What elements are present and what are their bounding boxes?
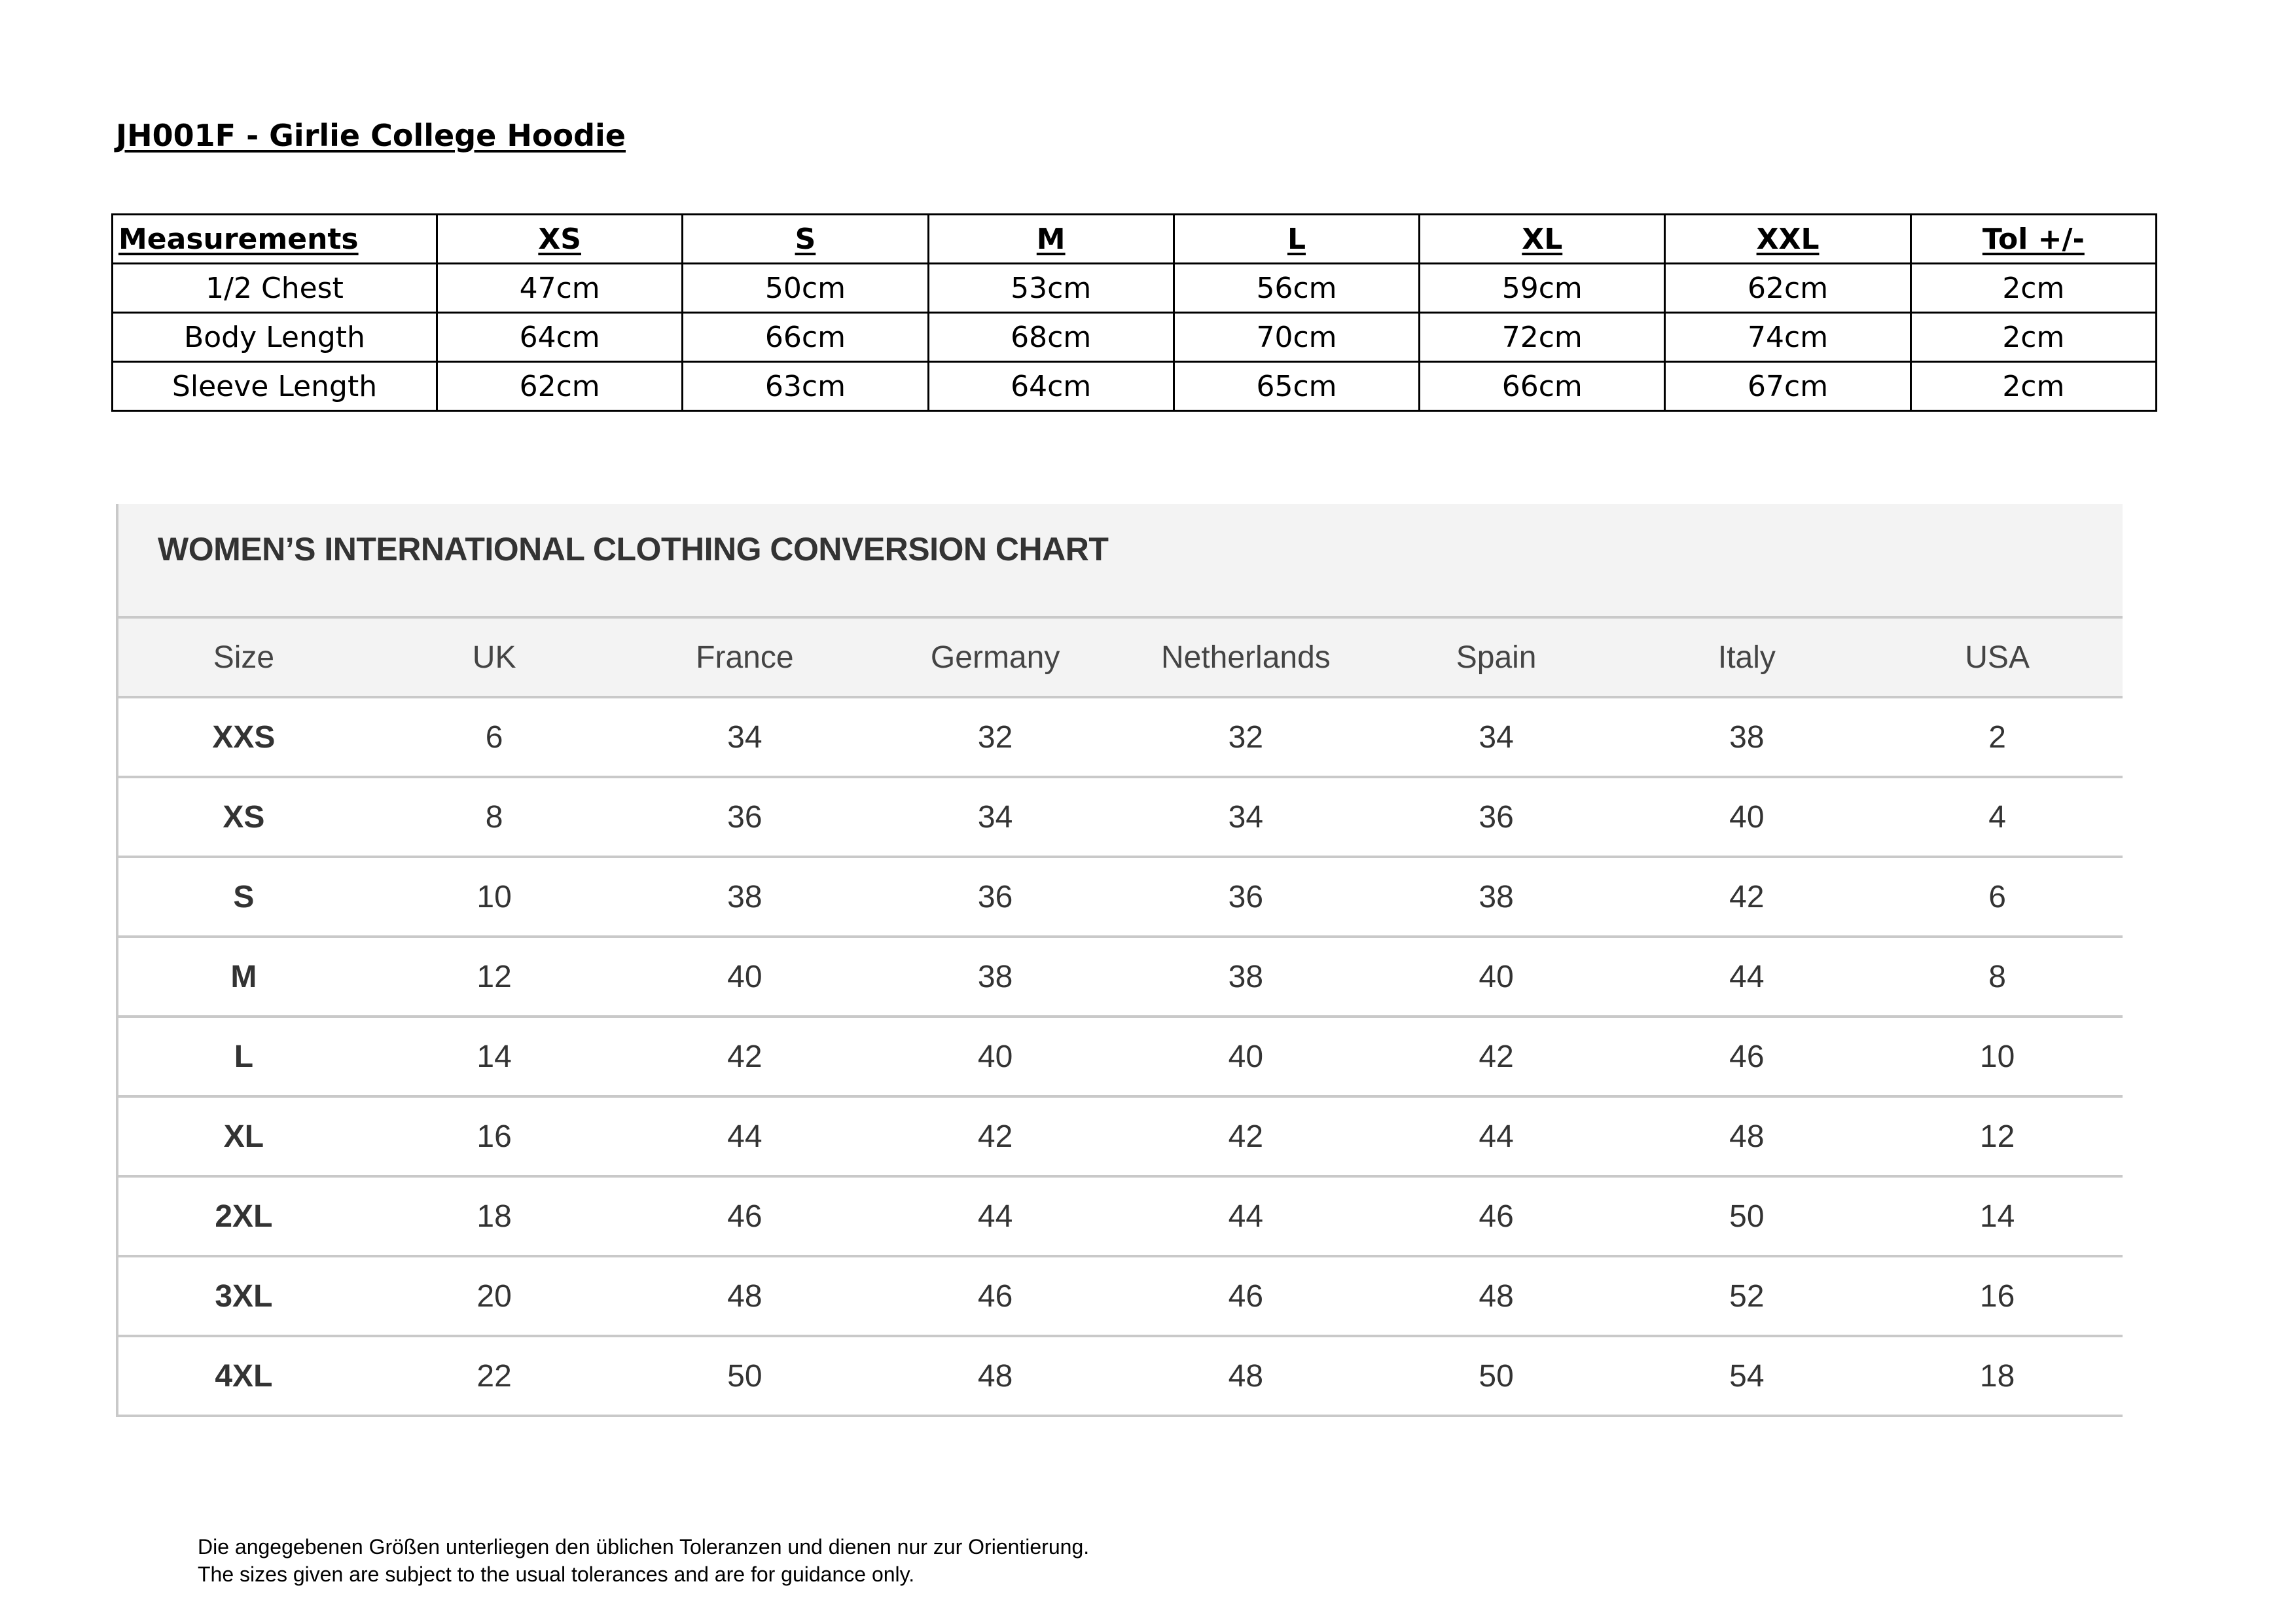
conversion-size-value: 12 [1872,1096,2123,1176]
conversion-size-value: 40 [1371,937,1622,1017]
conversion-size-label: XL [118,1096,369,1176]
measurements-table [111,213,2157,412]
conversion-row [118,777,2123,857]
tolerance-note [198,1533,1089,1588]
measurement-value: 66cm [683,313,928,362]
conversion-header-country: Netherlands [1121,619,1371,697]
measurement-value: 66cm [1420,362,1665,411]
measurements-header-size: XXL [1665,215,1910,264]
conversion-size-value: 44 [620,1096,870,1176]
measurement-value: 72cm [1420,313,1665,362]
conversion-header-country: France [620,619,870,697]
conversion-header-country: Spain [1371,619,1622,697]
conversion-row [118,857,2123,937]
conversion-size-value: 46 [620,1176,870,1256]
measurement-tolerance: 2cm [1910,264,2156,313]
measurement-value: 59cm [1420,264,1665,313]
measurement-value: 70cm [1174,313,1419,362]
conversion-size-label: L [118,1017,369,1096]
conversion-size-value: 42 [620,1017,870,1096]
conversion-size-value: 36 [1371,777,1622,857]
conversion-size-value: 4 [1872,777,2123,857]
conversion-size-value: 46 [1371,1176,1622,1256]
conversion-size-value: 46 [870,1256,1121,1336]
conversion-row [118,1336,2123,1415]
measurement-value: 65cm [1174,362,1419,411]
conversion-size-value: 16 [1872,1256,2123,1336]
conversion-size-value: 42 [1622,857,1873,937]
conversion-size-value: 12 [369,937,620,1017]
tolerance-note-english: The sizes given are subject to the usual tolerances and are for guidance only. [198,1562,915,1586]
conversion-size-label: S [118,857,369,937]
conversion-size-label: 4XL [215,1358,273,1394]
conversion-size-value: 8 [1872,937,2123,1017]
conversion-row [118,1017,2123,1096]
tolerance-note-german: Die angegebenen Größen unterliegen den üblichen Toleranzen und dienen nur zur Orientierung. [198,1535,1090,1559]
conversion-size-value: 42 [1371,1017,1622,1096]
conversion-size-value: 44 [1121,1176,1371,1256]
conversion-header-size: Size [118,619,369,697]
conversion-header-country: UK [369,619,620,697]
conversion-size-label: 2XL [118,1176,369,1256]
measurement-value: 64cm [437,313,683,362]
conversion-size-value: 48 [1371,1256,1622,1336]
measurement-value: 53cm [928,264,1174,313]
conversion-size-value: 8 [369,777,620,857]
conversion-size-value: 36 [620,777,870,857]
conversion-size-value: 14 [369,1017,620,1096]
conversion-size-label: M [118,937,369,1017]
measurement-value: 50cm [683,264,928,313]
conversion-row [118,1096,2123,1176]
measurements-header-size: S [683,215,928,264]
measurements-header-size: M [928,215,1174,264]
measurement-label: Body Length [113,313,437,362]
measurement-tolerance: 2cm [1910,313,2156,362]
measurement-value: 47cm [437,264,683,313]
conversion-size-value: 52 [1622,1256,1873,1336]
conversion-size-value: 36 [870,857,1121,937]
measurement-value: 63cm [683,362,928,411]
conversion-size-value: 48 [1228,1358,1264,1394]
conversion-size-value: 34 [1371,697,1622,777]
conversion-chart [116,504,2123,1417]
measurement-label: 1/2 Chest [113,264,437,313]
conversion-size-value: 44 [1622,937,1873,1017]
conversion-header-country: Italy [1622,619,1873,697]
conversion-size-value: 42 [870,1096,1121,1176]
conversion-size-value: 10 [369,857,620,937]
conversion-size-value: 48 [1622,1096,1873,1176]
conversion-size-value: 20 [369,1256,620,1336]
conversion-size-value: 6 [1872,857,2123,937]
conversion-row [118,937,2123,1017]
conversion-size-value: 32 [1121,697,1371,777]
conversion-size-value: 42 [1121,1096,1371,1176]
measurement-value: 68cm [928,313,1174,362]
measurement-value: 74cm [1665,313,1910,362]
conversion-size-value: 46 [1622,1017,1873,1096]
conversion-row [118,1176,2123,1256]
conversion-size-label: XXS [118,697,369,777]
conversion-size-label: XS [118,777,369,857]
conversion-size-value: 44 [1371,1096,1622,1176]
conversion-size-value: 34 [620,697,870,777]
conversion-size-value: 40 [870,1017,1121,1096]
measurement-value: 62cm [1665,264,1910,313]
conversion-size-value: 6 [369,697,620,777]
conversion-row [118,697,2123,777]
measurement-value: 62cm [437,362,683,411]
conversion-size-value: 22 [476,1358,512,1394]
conversion-size-value: 32 [870,697,1121,777]
measurements-row [113,264,2157,313]
conversion-row [118,1256,2123,1336]
conversion-size-value: 44 [870,1176,1121,1256]
conversion-size-value: 40 [1622,777,1873,857]
measurements-row [113,362,2157,411]
conversion-size-value: 50 [1622,1176,1873,1256]
conversion-body [118,697,2123,1415]
conversion-header-row [118,619,2123,697]
conversion-size-value: 14 [1872,1176,2123,1256]
conversion-size-value: 48 [620,1256,870,1336]
measurements-header-size: XL [1420,215,1665,264]
conversion-size-value: 18 [1979,1358,2015,1394]
measurements-header-size: L [1174,215,1419,264]
conversion-size-value: 10 [1872,1017,2123,1096]
conversion-size-value: 16 [369,1096,620,1176]
conversion-header-country: USA [1872,619,2123,697]
conversion-size-value: 38 [1371,857,1622,937]
conversion-size-value: 50 [727,1358,762,1394]
conversion-size-value: 18 [369,1176,620,1256]
conversion-size-value: 38 [1121,937,1371,1017]
conversion-size-value: 46 [1121,1256,1371,1336]
measurement-tolerance: 2cm [1910,362,2156,411]
conversion-size-value: 54 [1729,1358,1765,1394]
measurements-header-label: Measurements [113,215,437,264]
conversion-size-value: 48 [977,1358,1013,1394]
conversion-chart-title: WOMEN’S INTERNATIONAL CLOTHING CONVERSION CHART [118,504,2123,619]
conversion-size-value: 2 [1872,697,2123,777]
conversion-size-value: 38 [870,937,1121,1017]
conversion-size-value: 38 [620,857,870,937]
measurements-header-size: XS [437,215,683,264]
document-title: JH001F - Girlie College Hoodie [116,118,626,153]
conversion-size-value: 40 [620,937,870,1017]
conversion-size-value: 34 [870,777,1121,857]
conversion-size-value: 34 [1121,777,1371,857]
conversion-size-value: 40 [1121,1017,1371,1096]
conversion-table [118,619,2123,1415]
conversion-size-value: 38 [1622,697,1873,777]
measurement-value: 67cm [1665,362,1910,411]
conversion-header-country: Germany [870,619,1121,697]
conversion-size-value: 50 [1479,1358,1514,1394]
measurements-header-row [113,215,2157,264]
conversion-size-value: 36 [1121,857,1371,937]
conversion-size-label: 3XL [118,1256,369,1336]
measurements-header-tolerance: Tol +/- [1910,215,2156,264]
measurements-row [113,313,2157,362]
measurement-label: Sleeve Length [113,362,437,411]
measurement-value: 56cm [1174,264,1419,313]
measurement-value: 64cm [928,362,1174,411]
